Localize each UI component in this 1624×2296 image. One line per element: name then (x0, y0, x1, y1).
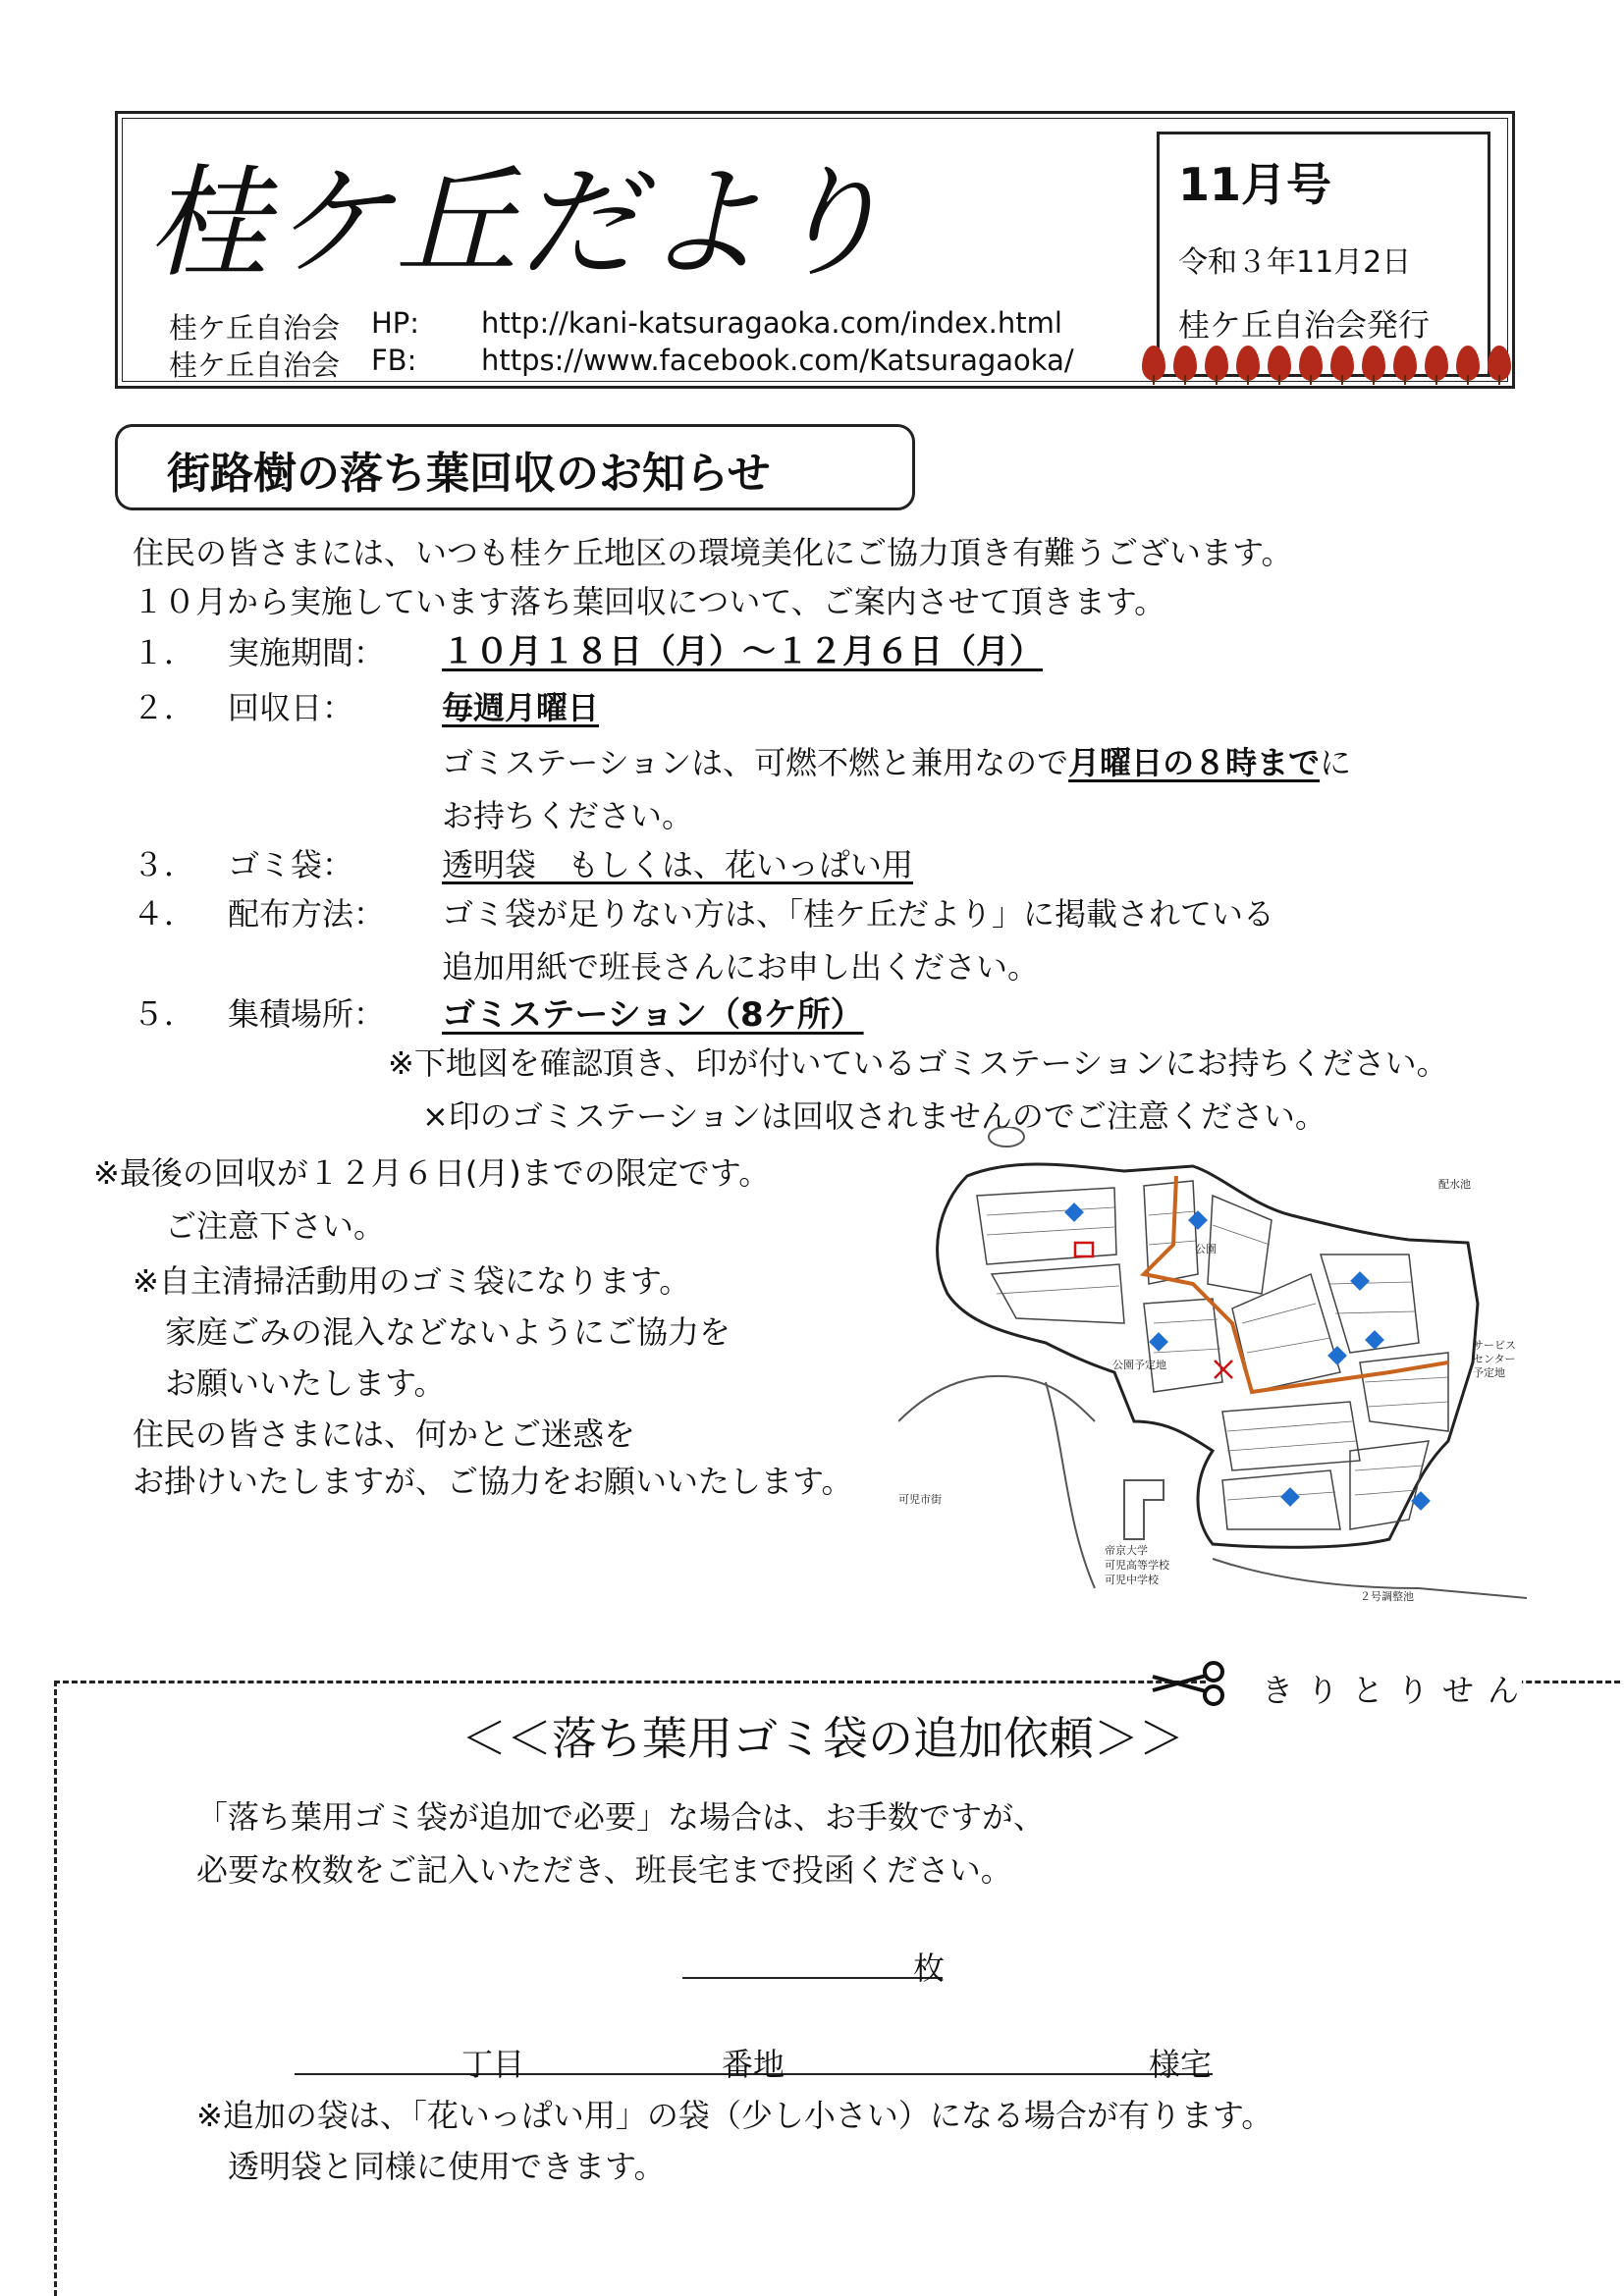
map-district-outline (938, 1164, 1478, 1547)
left-note: お掛けいたしますが、ご協力をお願いいたします。 (133, 1463, 853, 1500)
request-title: ＜＜落ち葉用ゴミ袋の追加依頼＞＞ (461, 1712, 1184, 1765)
map-excluded-station (1075, 1243, 1093, 1256)
distribution-note: 追加用紙で班長さんにお申し出ください。 (442, 948, 1040, 986)
collection-map (898, 1127, 1527, 1639)
hp-label: HP: (371, 306, 420, 340)
count-blank[interactable] (682, 1977, 943, 1979)
map-label-school1: 帝京大学 (1105, 1544, 1148, 1557)
collection-day-value: 毎週月曜日 (442, 689, 600, 726)
leaf-icon (1456, 346, 1480, 381)
map-label-school2: 可児高等学校 (1105, 1559, 1169, 1572)
map-road (898, 1376, 1095, 1421)
map-school-building (1124, 1480, 1164, 1539)
leaf-icon (1173, 346, 1197, 381)
map-station-marker (1365, 1330, 1384, 1350)
map-label-center: 予定地 (1473, 1366, 1505, 1379)
item-number: １． (133, 634, 196, 671)
map-label-pond: ２号調整池 (1360, 1590, 1414, 1603)
map-block (992, 1264, 1124, 1323)
item-number: ２． (133, 689, 196, 726)
map-block (1350, 1441, 1429, 1529)
map-label-school3: 可児中学校 (1105, 1574, 1159, 1586)
item-label: ゴミ袋： (228, 846, 354, 883)
banchi-label: 番地 (722, 2046, 785, 2083)
left-note: 家庭ごみの混入などないようにご協力を (165, 1313, 731, 1351)
bag-value: 透明袋 もしくは、花いっぱい用 (442, 846, 914, 883)
left-note: ※自主清掃活動用のゴミ袋になります。 (133, 1262, 691, 1300)
map-station-marker (1188, 1210, 1208, 1230)
map-block (1222, 1470, 1340, 1529)
sama-label: 様宅 (1149, 2046, 1213, 2083)
map-block (1222, 1402, 1360, 1470)
map-lot-lines (987, 1207, 1448, 1500)
left-note: お願いいたします。 (165, 1364, 446, 1402)
leaf-icon (1268, 346, 1291, 381)
map-label-center: サービス (1473, 1339, 1516, 1352)
collection-note-emphasis: 月曜日の８時まで (1068, 744, 1321, 781)
item-label: 配布方法： (228, 895, 386, 933)
left-note: 住民の皆さまには、何かとご迷惑を (133, 1415, 636, 1453)
intro-line-1: 住民の皆さまには、いつも桂ケ丘地区の環境美化にご協力頂き有難うございます。 (133, 534, 1293, 571)
map-label-city: 可児市街 (898, 1493, 942, 1506)
fb-label: FB: (371, 344, 417, 377)
chome-label: 丁目 (461, 2046, 525, 2083)
leaf-icon (1142, 346, 1165, 381)
request-line-1: 「落ち葉用ゴミ袋が追加で必要」な場合は、お手数ですが、 (196, 1798, 1046, 1836)
item-label: 集積場所： (228, 995, 386, 1033)
item-label: 回収日： (228, 689, 354, 726)
leaf-icon (1299, 346, 1323, 381)
leaf-icon (1393, 346, 1417, 381)
distribution-value: ゴミ袋が足りない方は、「桂ケ丘だより」に掲載されている (442, 895, 1275, 933)
count-unit: 枚 (913, 1949, 946, 1987)
leaf-icon (1330, 346, 1354, 381)
map-block (977, 1188, 1116, 1264)
fb-url-link[interactable]: https://www.facebook.com/Katsuragaoka/ (481, 344, 1074, 377)
leaf-icon (1362, 346, 1385, 381)
item-number: ４． (133, 895, 196, 933)
map-station-marker (1350, 1271, 1370, 1291)
left-note: ご注意下さい。 (165, 1207, 386, 1245)
map-station-marker (1327, 1346, 1347, 1365)
map-note-2: ×印のゴミステーションは回収されませんのでご注意ください。 (422, 1097, 1326, 1135)
map-label-park: 公園 (1195, 1243, 1217, 1255)
leaf-icon (1425, 346, 1448, 381)
leaf-icon (1205, 346, 1228, 381)
map-cross-icon (1215, 1361, 1232, 1378)
additional-note-1: ※追加の袋は、「花いっぱい用」の袋（少し小さい）になる場合が有ります。 (196, 2097, 1273, 2134)
cut-label: きりとりせん (1262, 1672, 1534, 1709)
intro-line-2: １０月から実施しています落ち葉回収について、ご案内させて頂きます。 (133, 583, 1166, 620)
item-number: ３． (133, 846, 196, 883)
item-label: 実施期間： (228, 634, 386, 671)
collection-note-2: お持ちください。 (442, 797, 694, 834)
left-note: ※最後の回収が１２月６日(月)までの限定です。 (93, 1154, 771, 1192)
scissors-icon (1149, 1661, 1227, 1706)
fb-org: 桂ケ丘自治会 (169, 348, 341, 382)
notice-title: 街路樹の落ち葉回収のお知らせ (167, 449, 771, 499)
issue-date: 令和３年11月2日 (1178, 245, 1412, 280)
map-station-marker (1411, 1491, 1431, 1511)
collection-note (442, 738, 1351, 783)
hp-org: 桂ケ丘自治会 (169, 311, 341, 345)
collection-note-post: に (1320, 744, 1352, 781)
map-station-marker (1280, 1487, 1300, 1507)
map-pond (989, 1127, 1024, 1147)
map-station-marker (1149, 1332, 1168, 1352)
hp-url-link[interactable]: http://kani-katsuragaoka.com/index.html (481, 306, 1062, 340)
publisher: 桂ケ丘自治会発行 (1178, 306, 1431, 344)
map-label-center: センター (1473, 1353, 1516, 1365)
map-label-shrine: 配水池 (1438, 1178, 1471, 1191)
map-block (1208, 1196, 1272, 1294)
issue-number: 11月号 (1178, 158, 1332, 211)
request-line-2: 必要な枚数をご記入いただき、班長宅まで投函ください。 (196, 1851, 1012, 1889)
newsletter-title: 桂ケ丘だより (147, 153, 891, 294)
item-number: ５． (133, 995, 196, 1033)
map-station-marker (1064, 1202, 1084, 1222)
period-value: １０月１８日（月）～１２月６日（月） (442, 632, 1043, 671)
cut-line-vertical (54, 1681, 57, 2296)
leaf-icon (1488, 346, 1511, 381)
leaf-icon (1236, 346, 1260, 381)
map-route (1144, 1176, 1448, 1392)
additional-note-2: 透明袋と同様に使用できます。 (228, 2148, 666, 2185)
map-label-park-plan: 公園予定地 (1112, 1359, 1166, 1371)
map-note-1: ※下地図を確認頂き、印が付いているゴミステーションにお持ちください。 (388, 1044, 1448, 1082)
collection-note-pre: ゴミステーションは、可燃不燃と兼用なので (442, 744, 1069, 781)
location-value: ゴミステーション（8ケ所） (442, 995, 864, 1035)
